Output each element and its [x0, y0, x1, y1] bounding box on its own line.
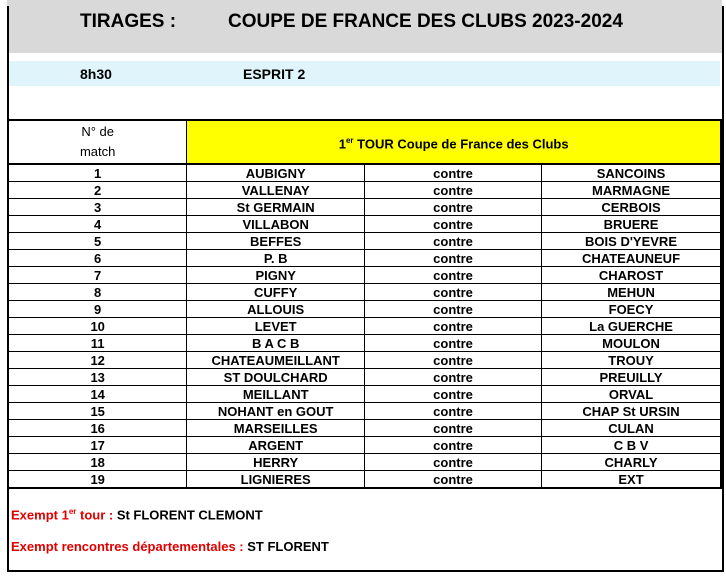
versus-label: contre: [365, 250, 542, 267]
match-number: 1: [8, 164, 187, 182]
match-number: 14: [8, 386, 187, 403]
away-team: CHARLY: [542, 454, 721, 471]
match-number: 5: [8, 233, 187, 250]
table-row: [8, 164, 721, 182]
exempt2-label: Exempt rencontres départementales :: [11, 539, 248, 554]
match-number: 18: [8, 454, 187, 471]
session-time: 8h30: [80, 66, 112, 82]
home-team: AUBIGNY: [187, 164, 365, 182]
exempt1-sup: er: [68, 507, 77, 516]
table-row: [8, 284, 721, 301]
match-number: 6: [8, 250, 187, 267]
match-number: 2: [8, 182, 187, 199]
session-venue: ESPRIT 2: [243, 66, 306, 82]
away-team: BRUERE: [542, 216, 721, 233]
session-band: [9, 61, 720, 86]
home-team: MEILLANT: [187, 386, 365, 403]
away-team: MARMAGNE: [542, 182, 721, 199]
versus-label: contre: [365, 267, 542, 284]
versus-label: contre: [365, 284, 542, 301]
match-number: 11: [8, 335, 187, 352]
table-row: [8, 301, 721, 318]
home-team: VILLABON: [187, 216, 365, 233]
header-label: TIRAGES :: [80, 11, 177, 32]
away-team: CHAP St URSIN: [542, 403, 721, 420]
home-team: NOHANT en GOUT: [187, 403, 365, 420]
home-team: HERRY: [187, 454, 365, 471]
match-number: 16: [8, 420, 187, 437]
page-title: COUPE DE FRANCE DES CLUBS 2023-2024: [228, 11, 623, 32]
versus-label: contre: [365, 335, 542, 352]
versus-label: contre: [365, 233, 542, 250]
tour-header: [187, 120, 721, 164]
home-team: ALLOUIS: [187, 301, 365, 318]
home-team: B A C B: [187, 335, 365, 352]
versus-label: contre: [365, 164, 542, 182]
away-team: CERBOIS: [542, 199, 721, 216]
versus-label: contre: [365, 182, 542, 199]
exempt1-label-end: tour :: [76, 507, 117, 523]
home-team: LEVET: [187, 318, 365, 335]
table-row: [8, 403, 721, 420]
table-row: [8, 182, 721, 199]
versus-label: contre: [365, 403, 542, 420]
match-number: 4: [8, 216, 187, 233]
home-team: PIGNY: [187, 267, 365, 284]
match-number: 7: [8, 267, 187, 284]
versus-label: contre: [365, 454, 542, 471]
table-row: [8, 216, 721, 233]
tour-label: TOUR Coupe de France des Clubs: [353, 136, 569, 152]
table-row: [8, 420, 721, 437]
away-team: FOECY: [542, 301, 721, 318]
away-team: SANCOINS: [542, 164, 721, 182]
table-row: [8, 471, 721, 489]
away-team: TROUY: [542, 352, 721, 369]
exempt1-label: Exempt 1: [11, 507, 69, 523]
home-team: P. B: [187, 250, 365, 267]
away-team: CULAN: [542, 420, 721, 437]
versus-label: contre: [365, 318, 542, 335]
table-row: [8, 267, 721, 284]
versus-label: contre: [365, 386, 542, 403]
versus-label: contre: [365, 352, 542, 369]
home-team: VALLENAY: [187, 182, 365, 199]
home-team: CUFFY: [187, 284, 365, 301]
away-team: CHATEAUNEUF: [542, 250, 721, 267]
versus-label: contre: [365, 369, 542, 386]
home-team: ST DOULCHARD: [187, 369, 365, 386]
match-number: 19: [8, 471, 187, 489]
versus-label: contre: [365, 216, 542, 233]
exempt1-value: St FLORENT CLEMONT: [116, 507, 263, 523]
versus-label: contre: [365, 301, 542, 318]
match-number: 9: [8, 301, 187, 318]
table-row: [8, 369, 721, 386]
match-number: 3: [8, 199, 187, 216]
away-team: BOIS D'YEVRE: [542, 233, 721, 250]
versus-label: contre: [365, 437, 542, 454]
match-number: 8: [8, 284, 187, 301]
table-row: [8, 352, 721, 369]
table-row: [8, 199, 721, 216]
exempt2-value: ST FLORENT: [247, 539, 329, 554]
home-team: LIGNIERES: [187, 471, 365, 489]
tour-sup: er: [345, 135, 354, 145]
versus-label: contre: [365, 420, 542, 437]
home-team: CHATEAUMEILLANT: [187, 352, 365, 369]
away-team: PREUILLY: [542, 369, 721, 386]
away-team: La GUERCHE: [542, 318, 721, 335]
table-row: [8, 454, 721, 471]
away-team: EXT: [542, 471, 721, 489]
draw-table: [7, 119, 722, 489]
away-team: C B V: [542, 437, 721, 454]
table-row: [8, 386, 721, 403]
exempt-first-round: [11, 507, 263, 522]
home-team: BEFFES: [187, 233, 365, 250]
home-team: St GERMAIN: [187, 199, 365, 216]
table-row: [8, 335, 721, 352]
table-row: [8, 437, 721, 454]
home-team: ARGENT: [187, 437, 365, 454]
versus-label: contre: [365, 199, 542, 216]
table-row: [8, 318, 721, 335]
table-row: [8, 233, 721, 250]
away-team: ORVAL: [542, 386, 721, 403]
match-number: 17: [8, 437, 187, 454]
match-number-header: N° de match: [8, 120, 187, 164]
table-row: [8, 250, 721, 267]
match-number: 12: [8, 352, 187, 369]
away-team: MOULON: [542, 335, 721, 352]
match-number: 13: [8, 369, 187, 386]
away-team: MEHUN: [542, 284, 721, 301]
exempt-departmental: [11, 539, 329, 554]
match-number: 10: [8, 318, 187, 335]
match-number: 15: [8, 403, 187, 420]
tour-number: 1: [338, 136, 346, 152]
home-team: MARSEILLES: [187, 420, 365, 437]
away-team: CHAROST: [542, 267, 721, 284]
versus-label: contre: [365, 471, 542, 489]
